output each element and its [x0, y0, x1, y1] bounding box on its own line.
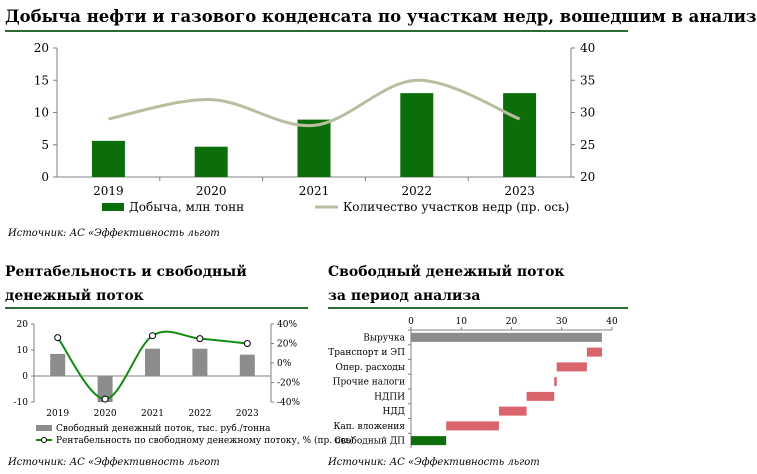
fcf-margin-point: [102, 396, 108, 402]
x-tick-label: 2021: [298, 184, 330, 198]
category-label: Выручка: [363, 333, 405, 344]
right-tick-label: 40%: [277, 320, 298, 330]
category-label: НДД: [382, 407, 405, 418]
fcf-margin-point: [197, 336, 203, 342]
x-tick-label: 2023: [504, 184, 535, 198]
category-label: Прочие налоги: [332, 377, 405, 388]
category-label: Опер. расходы: [335, 362, 405, 373]
licenses-count-line: [108, 80, 519, 125]
chart1-plot: [0, 34, 634, 220]
right-tick-label: 20: [580, 170, 596, 184]
production-bar: [298, 120, 331, 177]
right-tick-label: 0%: [277, 359, 292, 369]
chart2-title-line1: Рентабельность и свободный: [5, 264, 247, 280]
waterfall-bar: [587, 348, 602, 357]
x-tick-label: 2019: [93, 184, 124, 198]
waterfall-bar: [411, 436, 446, 445]
left-tick-label: 10: [16, 346, 28, 356]
x-tick-label: 20: [505, 317, 518, 327]
waterfall-bar: [557, 362, 587, 371]
left-tick-label: 20: [16, 320, 28, 330]
legend-swatch-production: [102, 203, 124, 211]
x-tick-label: 2022: [188, 409, 212, 419]
left-tick-label: -10: [13, 398, 28, 408]
legend-swatch-margin-marker: [42, 438, 47, 443]
right-tick-label: 40: [580, 41, 596, 55]
chart3-plot: [320, 312, 634, 452]
chart2-source: Источник: АС «Эффективность льгот: [8, 457, 220, 468]
x-tick-label: 40: [606, 317, 618, 327]
x-tick-label: 2021: [141, 409, 164, 419]
fcf-bar: [192, 349, 207, 376]
chart1-source: Источник: АС «Эффективность льгот: [8, 228, 220, 239]
chart3-title-rule: [328, 307, 628, 309]
legend-label-licenses: Количество участков недр (пр. ось): [343, 200, 570, 214]
fcf-margin-point: [244, 341, 250, 347]
x-tick-label: 0: [408, 317, 414, 327]
chart1-title: Добыча нефти и газового конденсата по участкам недр, вошедшим в анализ: [5, 7, 757, 26]
left-tick-label: 10: [33, 105, 49, 120]
x-tick-label: 2019: [46, 409, 70, 419]
x-tick-label: 10: [455, 317, 467, 327]
chart3-title-line1: Свободный денежный поток: [328, 264, 565, 280]
right-tick-label: 35: [580, 73, 596, 88]
production-bar: [503, 93, 536, 177]
right-tick-label: 25: [580, 137, 596, 152]
x-tick-label: 2020: [93, 409, 117, 419]
waterfall-bar: [527, 392, 555, 401]
category-label: Кап. вложения: [333, 421, 405, 432]
category-label: НДПИ: [374, 392, 405, 403]
left-tick-label: 5: [41, 137, 49, 152]
waterfall-bar: [411, 333, 602, 342]
chart2-title-line2: денежный поток: [5, 288, 144, 304]
left-tick-label: 15: [33, 73, 49, 88]
right-tick-label: -40%: [277, 398, 301, 408]
left-tick-label: 20: [33, 41, 49, 55]
fcf-margin-point: [150, 333, 156, 339]
waterfall-bar: [554, 377, 557, 386]
chart2-title-rule: [5, 307, 308, 309]
fcf-margin-point: [55, 335, 61, 341]
legend-swatch-fcf: [36, 425, 52, 431]
x-tick-label: 2023: [235, 409, 259, 419]
waterfall-bar: [446, 421, 499, 430]
category-label: Свободный ДП: [334, 436, 405, 447]
chart1-title-rule: [5, 30, 628, 32]
x-tick-label: 30: [556, 317, 568, 327]
production-bar: [400, 93, 433, 177]
right-tick-label: 30: [580, 105, 596, 120]
left-tick-label: 0: [41, 170, 49, 184]
production-bar: [92, 141, 125, 177]
legend-label-margin: Рентабельность по свободному денежному потоку, % (пр. ось): [56, 436, 354, 446]
x-tick-label: 2022: [401, 184, 433, 198]
chart3-source: Источник: АС «Эффективность льгот: [328, 457, 540, 468]
legend-label-production: Добыча, млн тонн: [129, 200, 245, 214]
waterfall-bar: [499, 407, 527, 416]
right-tick-label: -20%: [277, 378, 301, 389]
right-tick-label: 20%: [277, 339, 298, 350]
left-tick-label: 0: [22, 372, 28, 382]
x-tick-label: 2020: [195, 184, 227, 198]
category-label: Транспорт и ЭП: [328, 348, 405, 359]
fcf-bar: [50, 354, 65, 376]
chart2-plot: [0, 312, 354, 452]
chart3-title-line2: за период анализа: [328, 288, 481, 304]
legend-label-fcf: Свободный денежный поток, тыс. руб./тонна: [56, 424, 271, 434]
production-bar: [195, 147, 228, 177]
fcf-bar: [240, 355, 255, 376]
fcf-bar: [145, 349, 160, 376]
